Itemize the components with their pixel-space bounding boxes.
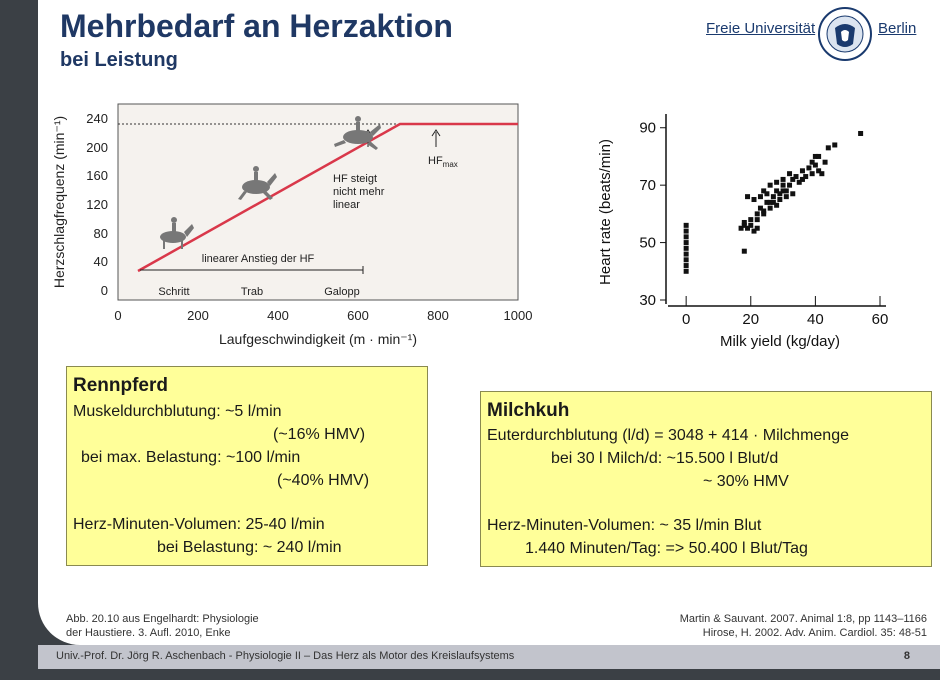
- cow-data-point: [774, 203, 779, 208]
- racehorse-heading: Rennpferd: [73, 375, 168, 396]
- cow-data-point: [784, 194, 789, 199]
- horse-x-axis-label: Laufgeschwindigkeit (m · min⁻¹): [218, 331, 418, 347]
- horse-y-ticks: [86, 111, 108, 298]
- cow-data-point: [768, 206, 773, 211]
- racehorse-line-6: bei Belastung: ~ 240 l/min: [157, 539, 342, 556]
- racehorse-line-1: Muskeldurchblutung: ~5 l/min: [73, 403, 282, 420]
- cow-ytick-label: 50: [639, 234, 656, 252]
- dairy-cow-line-2: bei 30 l Milch/d: ~15.500 l Blut/d: [551, 450, 779, 467]
- cow-data-point: [684, 234, 689, 239]
- cow-data-point: [781, 177, 786, 182]
- cow-data-point: [787, 183, 792, 188]
- cow-data-point: [684, 257, 689, 262]
- cow-data-point: [781, 188, 786, 193]
- cow-data-point: [810, 171, 815, 176]
- cow-data-point: [755, 217, 760, 222]
- cow-data-point: [742, 249, 747, 254]
- dairy-cow-line-5: 1.440 Minuten/Tag: => 50.400 l Blut/Tag: [525, 540, 808, 557]
- cow-data-point: [832, 142, 837, 147]
- cow-data-point: [684, 240, 689, 245]
- cow-data-point: [748, 217, 753, 222]
- horse-xtick: 600: [347, 308, 369, 323]
- horse-plot-area: [118, 104, 518, 300]
- plateau-label-3: linear: [333, 199, 360, 211]
- cow-data-point: [742, 220, 747, 225]
- cow-data-point: [684, 263, 689, 268]
- footer-bar: [38, 645, 940, 669]
- cow-data-point: [826, 145, 831, 150]
- cow-data-point: [858, 131, 863, 136]
- cow-data-point: [755, 226, 760, 231]
- cow-data-point: [813, 163, 818, 168]
- horse-ytick: 0: [100, 283, 108, 298]
- cow-data-point: [774, 180, 779, 185]
- horse-heart-rate-figure: [48, 92, 538, 364]
- cow-xtick-label: 60: [871, 311, 889, 328]
- page-title: Mehrbedarf an Herzaktion: [60, 8, 453, 44]
- cow-data-point: [803, 174, 808, 179]
- cow-data-point: [800, 168, 805, 173]
- dairy-cow-box: [480, 391, 932, 567]
- cow-ytick-label: 70: [639, 177, 656, 195]
- dairy-cow-heading: Milchkuh: [487, 400, 570, 421]
- cow-data-point: [806, 165, 811, 170]
- page-subtitle: bei Leistung: [60, 49, 178, 71]
- cow-data-point: [787, 171, 792, 176]
- gait-walk-label: Schritt: [158, 286, 190, 298]
- plateau-label-1: HF steigt: [333, 173, 378, 185]
- horse-ytick: 160: [86, 168, 108, 183]
- gait-gallop-label: Galopp: [324, 286, 360, 298]
- cow-xtick-label: 40: [807, 311, 824, 328]
- dairy-cow-line-4: Herz-Minuten-Volumen: ~ 35 l/min Blut: [487, 517, 762, 534]
- horse-xtick: 800: [427, 308, 449, 323]
- university-logo[interactable]: [706, 4, 934, 58]
- racehorse-line-4: (~40% HMV): [277, 472, 370, 489]
- horse-xtick: 200: [187, 308, 209, 323]
- cow-data-point: [745, 194, 750, 199]
- horse-xtick: 0: [114, 308, 122, 323]
- horse-x-ticks: [114, 308, 532, 323]
- cow-data-point: [755, 211, 760, 216]
- cow-data-point: [761, 211, 766, 216]
- logo-text-left: Freie Universität: [706, 20, 816, 37]
- cow-data-point: [816, 154, 821, 159]
- cow-data-point: [790, 191, 795, 196]
- cow-data-point: [781, 183, 786, 188]
- horse-xtick: 1000: [503, 308, 533, 323]
- hfmax-label: $HF_{max}$: [428, 155, 458, 169]
- gait-trot-label: Trab: [240, 286, 264, 298]
- plateau-label-2: nicht mehr: [333, 186, 385, 198]
- cow-scatter-chart: [590, 100, 930, 362]
- cow-data-point: [758, 194, 763, 199]
- logo-text-right: Berlin: [878, 20, 917, 37]
- reference-left-1: Abb. 20.10 aus Engelhardt: Physiologie: [66, 613, 259, 625]
- cow-data-point: [684, 229, 689, 234]
- horse-y-axis-label: Herzschlagfrequenz (min⁻¹): [51, 115, 67, 289]
- linear-rise-label: linearer Anstieg der HF: [201, 253, 315, 265]
- cow-data-point: [771, 194, 776, 199]
- racehorse-line-3: bei max. Belastung: ~100 l/min: [81, 449, 301, 466]
- footer: [0, 645, 940, 680]
- cow-xtick-label: 0: [681, 311, 691, 328]
- cow-data-point: [794, 174, 799, 179]
- cow-data-point: [684, 269, 689, 274]
- dairy-cow-line-3: ~ 30% HMV: [703, 473, 789, 490]
- slide: [38, 0, 940, 645]
- cow-data-point: [768, 183, 773, 188]
- horse-ytick: 200: [86, 140, 108, 155]
- horse-ytick: 240: [86, 111, 108, 126]
- reference-left-2: der Haustiere. 3. Aufl. 2010, Enke: [66, 627, 231, 639]
- cow-data-point: [768, 200, 773, 205]
- cow-data-point: [684, 223, 689, 228]
- cow-x-axis-label: Milk yield (kg/day): [719, 333, 841, 350]
- horse-ytick: 40: [93, 254, 108, 269]
- racehorse-box: [66, 366, 428, 566]
- cow-y-axis-label: Heart rate (beats/min): [597, 139, 614, 285]
- racehorse-line-2: (~16% HMV): [273, 426, 366, 443]
- cow-data-point: [819, 171, 824, 176]
- cow-data-point: [752, 197, 757, 202]
- cow-ytick-label: 30: [639, 292, 656, 309]
- cow-ytick-label: 90: [639, 119, 656, 137]
- cow-data-point: [748, 223, 753, 228]
- cow-xtick-label: 20: [742, 311, 760, 328]
- cow-data-point: [777, 197, 782, 202]
- cow-data-point: [684, 246, 689, 251]
- university-seal-icon: [817, 6, 873, 62]
- reference-right-1: Martin & Sauvant. 2007. Animal 1:8, pp 1143–1166: [679, 613, 927, 625]
- dairy-cow-line-1: Euterdurchblutung (l/d) = 3048 + 414 · Milchmenge: [487, 427, 849, 444]
- cow-data-point: [823, 160, 828, 165]
- horse-ytick: 80: [93, 226, 108, 241]
- reference-right-2: Hirose, H. 2002. Adv. Anim. Cardiol. 35: 48-51: [702, 627, 927, 639]
- cow-data-point: [684, 252, 689, 257]
- footer-author: Univ.-Prof. Dr. Jörg R. Aschenbach - Physiologie II – Das Herz als Motor des Kreislaufsystems: [56, 650, 515, 662]
- cow-data-point: [764, 191, 769, 196]
- page-number: 8: [903, 650, 910, 662]
- horse-xtick: 400: [267, 308, 289, 323]
- horse-ytick: 120: [86, 197, 108, 212]
- racehorse-line-5: Herz-Minuten-Volumen: 25-40 l/min: [73, 516, 325, 533]
